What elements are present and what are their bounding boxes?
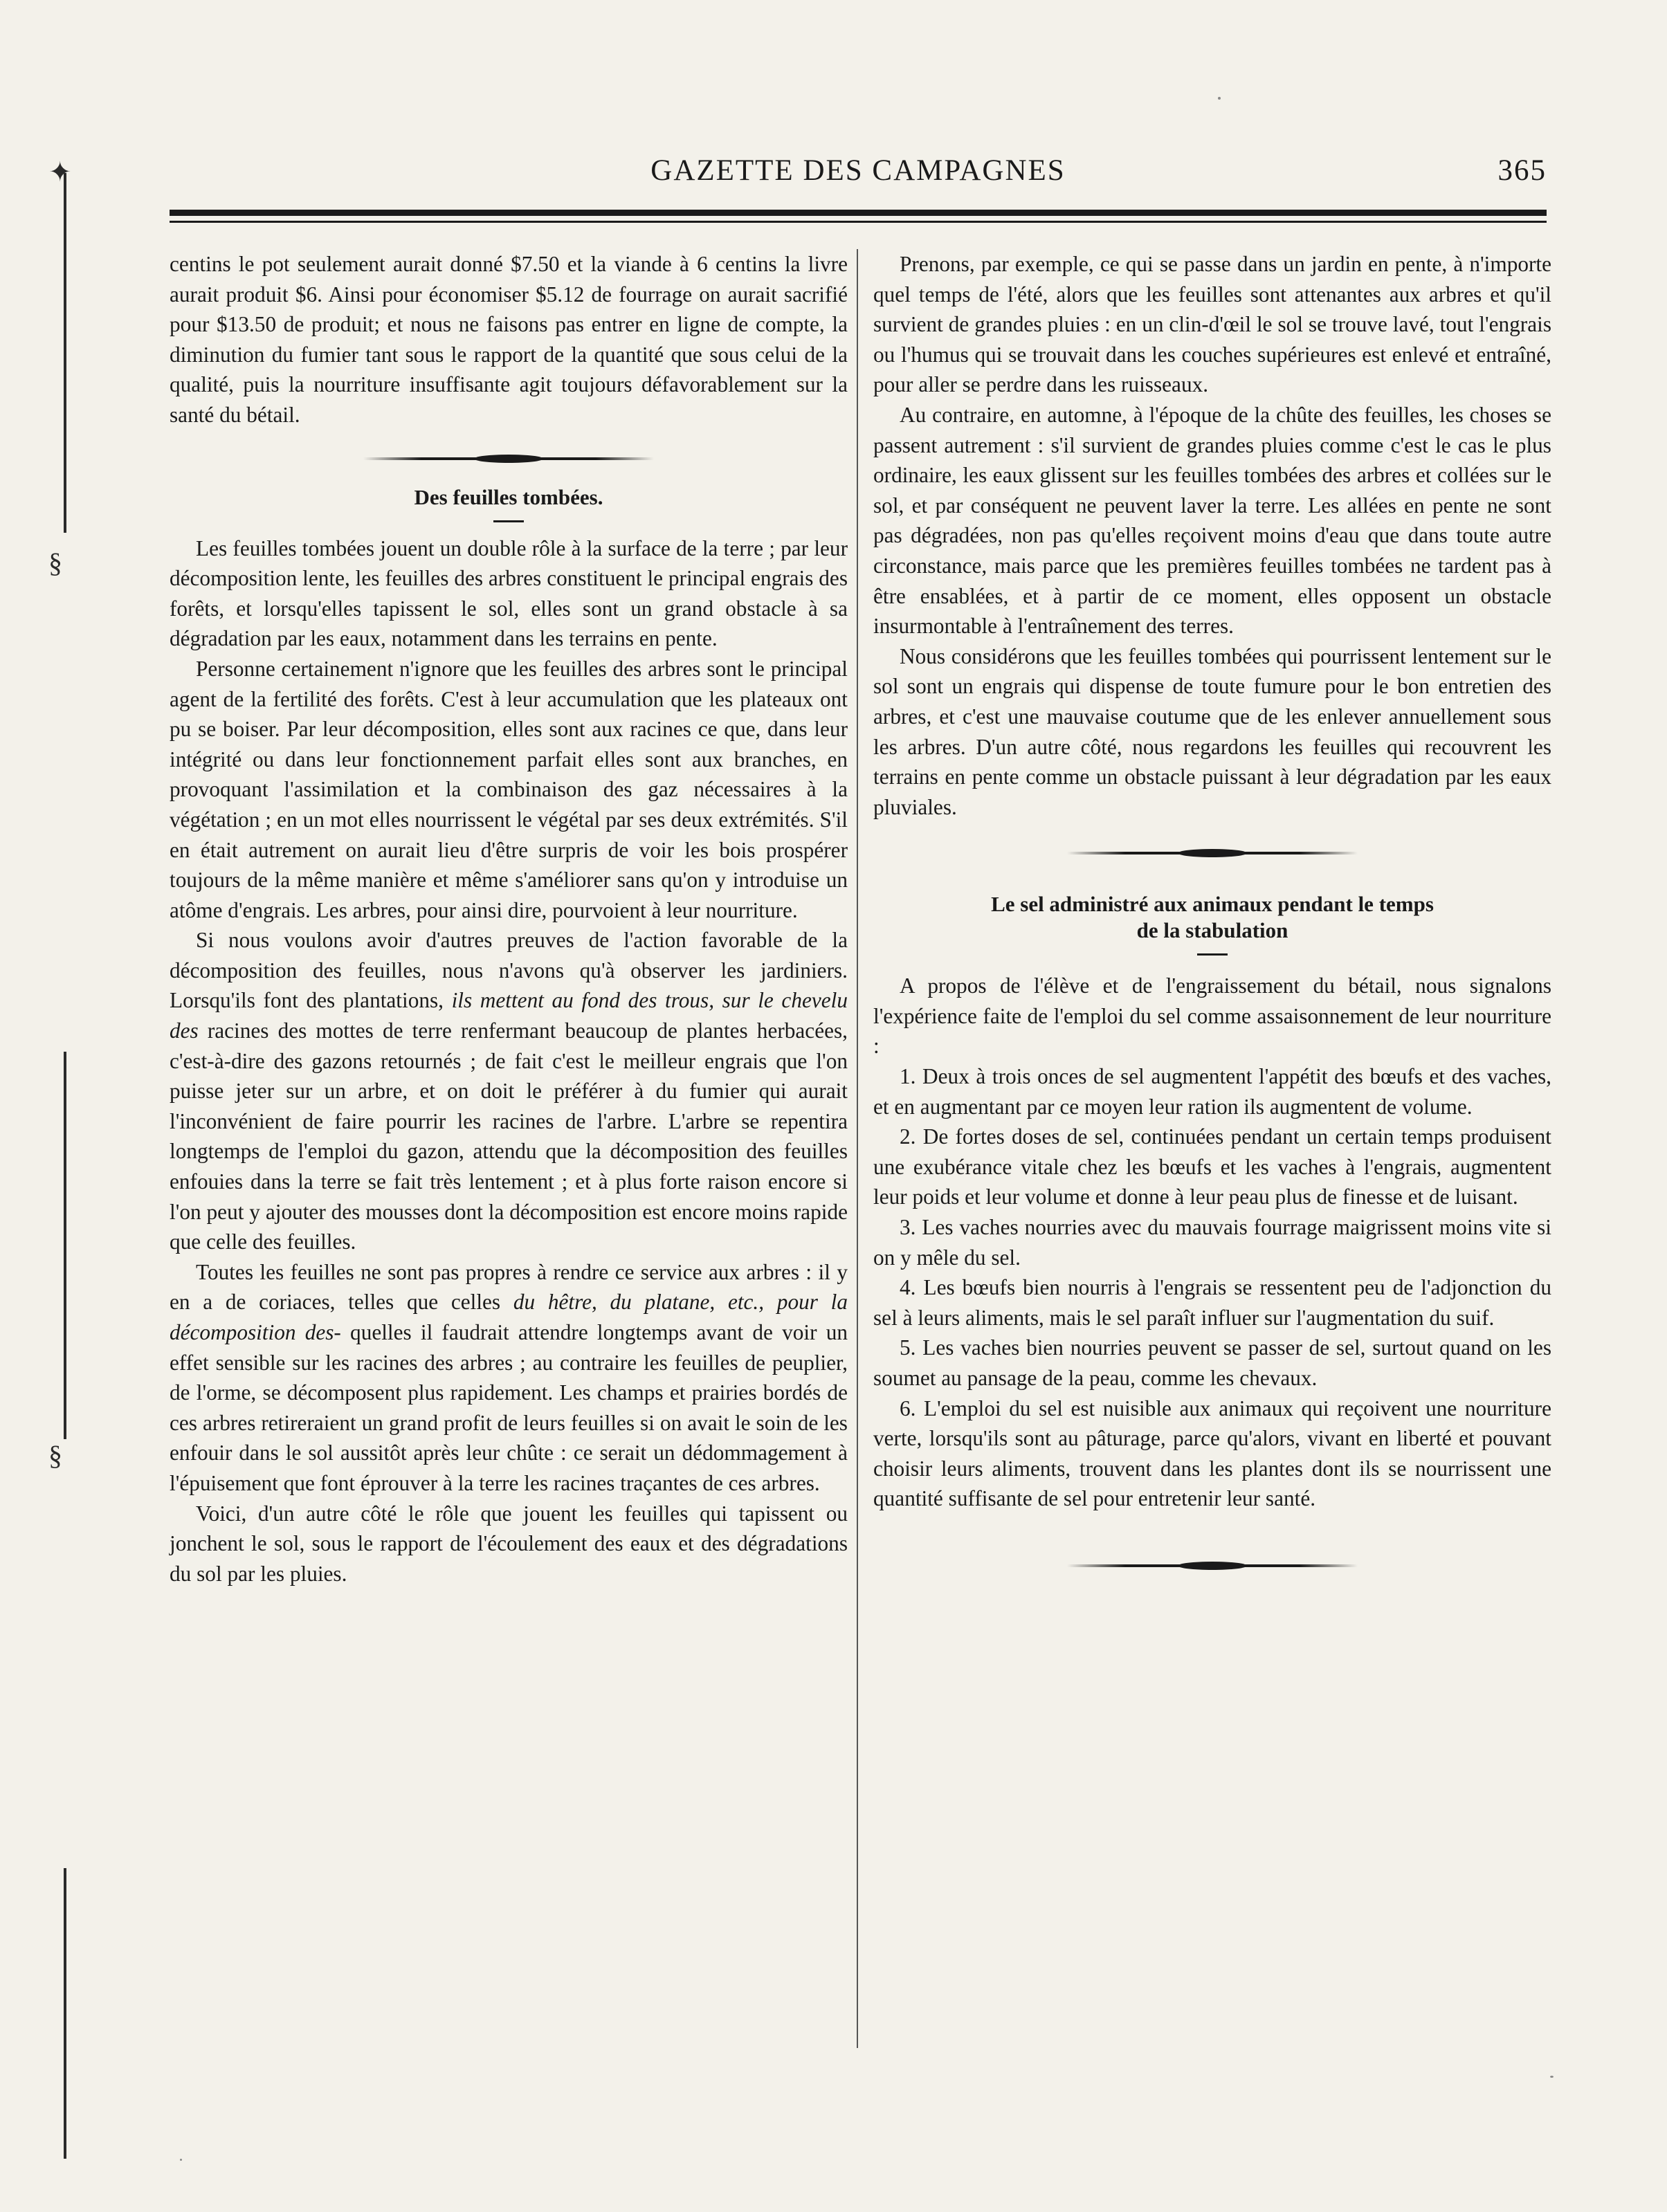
heading-dash [493,520,524,522]
margin-mark-icon: § [48,1440,62,1471]
margin-mark-icon: ✦ [48,156,72,188]
article-heading: Des feuilles tombées. [414,484,603,509]
paragraph: Nous considérons que les feuilles tombées qui pourrissent lentement sur le sol sont un engrais qui dispense de toute fumure pour le bon entretien des arbres, et c'est une mauvaise coutume que de les enlever annuellement sous les arbres. D'un autre côté, nous regardons les feuilles qui recouvrent les terrains en pente comme un obstacle puissant à leur dégradation par les eaux pluviales. [873,643,1551,819]
text-run: quelles il faudrait attendre longtemps avant de voir un effet sensible sur les racines des arbres ; au contraire les feuilles de peuplier, de l'orme, se décomposent plus rapidement. Les champs et prairies bordés de ces arbres retireraient un grand profit de leurs feuilles si on avait le soin de les enfouir dans le sol aussitôt après leur chûte : ce serait un dédommagement à l'épuisement que font éprouver à la terre les racines traçantes de ces arbres. [170,1320,848,1495]
margin-rule-upper [64,173,66,533]
margin-rule-lower [64,1868,66,2159]
paragraph: Personne certainement n'ignore que les feuilles des arbres sont le principal agent de la fertilité des forêts. C'est à leur accumulation que les plateaux ont pu se boiser. Par leur décomposition, elles sont aux racines ce que, dans leur intégrité ou dans leur fonctionnement parfait elles sont aux branches, en provoquant l'assimilation et la combinaison des gaz nécessaires à la végétation ; en un mot elles nourrissent le végétal par ses deux extrémités. S'il en était autrement on aurait lieu d'être surpris de voir les bois prospérer toujours de la même manière et même s'améliorer sans qu'on y introduise un atôme d'engrais. Les arbres, pour ainsi dire, pourvoient à leur nourriture. [170,656,848,922]
text-run: Toutes les feuilles ne sont pas propres à rendre ce service aux arbres : il y en a de coriaces, telles que celles [170,1259,848,1315]
section-ornament [170,448,848,469]
column-right [873,249,1551,1591]
italic-text: du hêtre, du platane, etc., pour la décomposition des- [170,1290,848,1344]
paragraph: Les feuilles tombées jouent un double rôle à la surface de la terre ; par leur décomposition lente, les feuilles des arbres constituent le principal engrais des forêts, et lorsqu'elles tapissent le sol, elles sont un grand obstacle à sa dégradation par les eaux, notamment dans les terrains en pente. [170,536,848,651]
page-number: 365 [1497,154,1547,187]
paragraph: Voici, d'un autre côté le rôle que jouent les feuilles qui tapissent ou jonchent le sol, sous le rapport de l'écoulement des eaux et des dégradations du sol par les pluies. [170,1501,848,1586]
page-header [170,154,1547,195]
article-heading [873,891,1551,944]
paragraph [170,1257,848,1499]
column-divider [857,249,858,2048]
paper-speck [180,2159,182,2161]
text-run: Si nous voulons avoir d'autres preuves de l'action favorable de la décomposition des feuilles, nous n'avons qu'à observer les jardiniers. Lorsqu'ils font des plantations, [170,928,848,1013]
margin-rule-middle [64,1052,66,1439]
paper-speck [1550,2076,1554,2078]
header-rule-thin [170,221,1547,223]
list-item: 4. Les bœufs bien nourris à l'engrais se ressentent peu de l'adjonction du sel à leurs aliments, mais le sel paraît influer sur l'augmentation du suif. [873,1275,1551,1330]
heading-dash [1197,953,1228,956]
list-item: 6. L'emploi du sel est nuisible aux animaux qui reçoivent une nourriture verte, lorsqu'ils sont au pâturage, parce qu'alors, vivant en liberté et pouvant choisir leurs aliments, trouvent dans les plantes dont ils se nourrissent une quantité suffisante de sel pour entretenir leur santé. [873,1396,1551,1511]
italic-text: ils mettent au fond des trous, sur le chevelu des [170,988,848,1043]
list-item: 3. Les vaches nourries avec du mauvais fourrage maigrissent moins vite si on y mêle du sel. [873,1215,1551,1270]
margin-mark-icon: § [48,547,62,578]
page-title: GAZETTE DES CAMPAGNES [650,154,1066,187]
column-left [170,249,848,1589]
list-item: 1. Deux à trois onces de sel augmentent l'appétit des bœufs et des vaches, et en augmentant par ce moyen leur ration ils augmentent de volume. [873,1064,1551,1119]
heading-line: Le sel administré aux animaux pendant le temps [991,892,1434,917]
paragraph: centins le pot seulement aurait donné $7.50 et la viande à 6 centins la livre aurait produit $6. Ainsi pour économiser $5.12 de fourrage on aurait sacrifié pour $13.50 de produit; et nous ne faisons pas entrer en ligne de compte, la diminution du fumier tant sous le rapport de la quantité que sous celui de la qualité, puis la nourriture insuffisante agit toujours défavorablement sur la santé du bétail. [170,252,848,427]
heading-line: de la stabulation [1136,918,1288,943]
text-run: racines des mottes de terre renfermant beaucoup de plantes herbacées, c'est-à-dire des gazons retournés ; de fait c'est le meilleur engrais que l'on puisse jeter sur un arbre, et on doit le préférer à du fumier qui aurait l'inconvénient de faire pourrir les racines de l'arbre. L'arbre se repentira longtemps de l'emploi du gazon, attendu que la décomposition des feuilles enfouies dans la terre se fait très lentement ; et à plus forte raison encore si l'on peut y ajouter des mousses dont la décomposition est encore moins rapide que celle des feuilles. [170,1018,848,1254]
list-item: 2. De fortes doses de sel, continuées pendant un certain temps produisent une exubérance vitale chez les bœufs et les vaches à l'engrais, augmentent leur poids et leur volume et donne à leur peau plus de finesse et de luisant. [873,1124,1551,1209]
header-rule-thick [170,210,1547,216]
paragraph: Au contraire, en automne, à l'époque de la chûte des feuilles, les choses se passent autrement : s'il survient de grandes pluies comme c'est le cas le plus ordinaire, les eaux glissent sur les feuilles tombées des arbres et collées sur le sol, et par conséquent ne peuvent laver la terre. Les allées en pente ne sont pas dégradées, non pas qu'elles reçoivent moins d'eau que dans toute autre circonstance, mais parce que les premières feuilles tombées ne tardent pas à être ensablées, et à partir de ce moment, elles opposent un obstacle insurmontable à l'entraînement des terres. [873,402,1551,639]
paper-speck [1218,97,1221,100]
section-ornament [873,1555,1551,1576]
paragraph: A propos de l'élève et de l'engraissement du bétail, nous signalons l'expérience faite de l'emploi du sel comme assaisonnement de leur nourriture : [873,974,1551,1059]
section-ornament [873,843,1551,863]
list-item: 5. Les vaches bien nourries peuvent se passer de sel, surtout quand on les soumet au pansage de la peau, comme les chevaux. [873,1335,1551,1390]
paragraph: Prenons, par exemple, ce qui se passe dans un jardin en pente, à n'importe quel temps de l'été, alors que les feuilles sont attenantes aux arbres et qu'il survient de grandes pluies : en un clin-d'œil le sol se trouve lavé, tout l'engrais ou l'humus qui se trouvait dans les couches supérieures est enlevé et entraîné, pour aller se perdre dans les ruisseaux. [873,252,1551,397]
paragraph [170,925,848,1257]
